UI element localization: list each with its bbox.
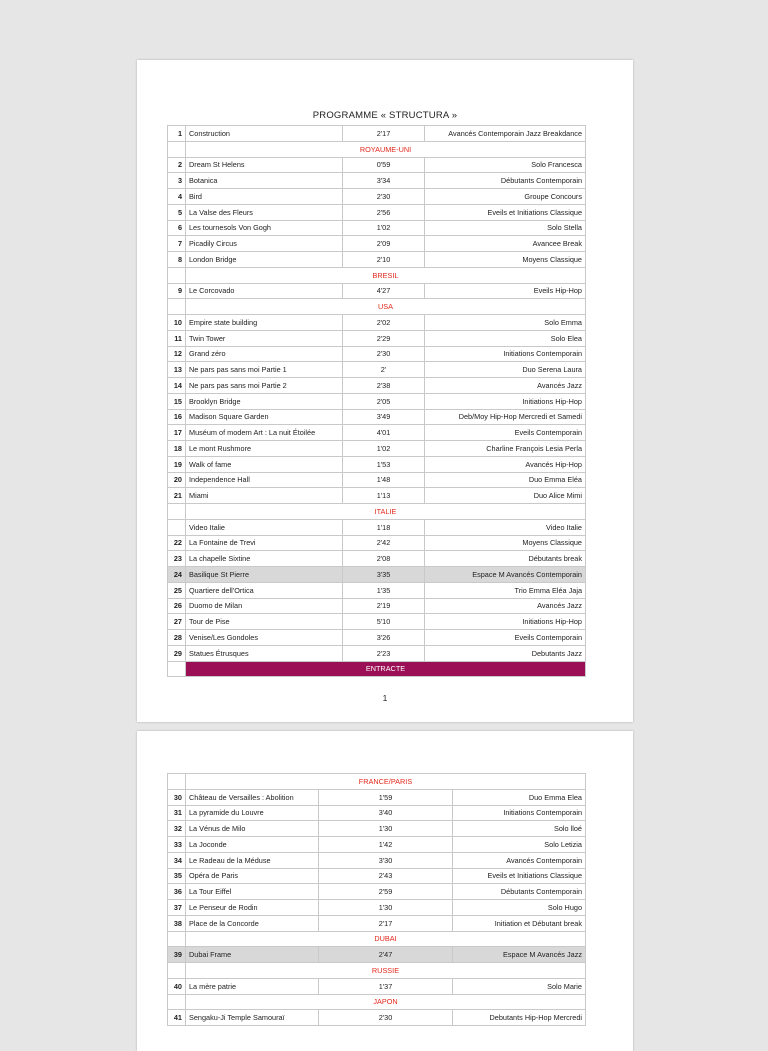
row-number: 20 [168,472,186,488]
program-row [168,488,586,504]
piece-title: Dubai Frame [186,947,319,963]
document-page-2 [137,731,633,1051]
dance-group: Eveils Hip-Hop [425,283,586,299]
piece-title: La Fontaine de Trevi [186,535,343,551]
piece-duration: 5'10 [343,614,425,630]
dance-group: Groupe Concours [425,189,586,205]
piece-duration: 2'23 [343,645,425,661]
row-number: 26 [168,598,186,614]
dance-group: Débutants Contemporain [425,173,586,189]
piece-title: Miami [186,488,343,504]
piece-title: Château de Versailles : Abolition [186,789,319,805]
row-number: 3 [168,173,186,189]
row-number: 28 [168,630,186,646]
piece-title: Sengaku-Ji Temple Samouraï [186,1010,319,1026]
program-row [168,868,586,884]
program-row [168,915,586,931]
dance-group: Duo Emma Elea [452,789,585,805]
piece-duration: 2'10 [343,252,425,268]
row-number: 4 [168,189,186,205]
dance-group: Initiations Contemporain [425,346,586,362]
row-number: 11 [168,330,186,346]
dance-group: Débutants break [425,551,586,567]
piece-title: Empire state building [186,315,343,331]
piece-duration: 1'37 [319,978,452,994]
row-number-empty [168,994,186,1010]
program-table-body [168,126,586,677]
dance-group: Espace M Avancés Contemporain [425,567,586,583]
dance-group: Solo Francesca [425,157,586,173]
row-number: 1 [168,126,186,142]
piece-duration: 2'02 [343,315,425,331]
program-row [168,789,586,805]
row-number-empty [168,963,186,979]
piece-duration: 1'53 [343,456,425,472]
program-row [168,947,586,963]
section-label: FRANCE/PARIS [186,774,586,790]
row-number: 39 [168,947,186,963]
dance-group: Duo Emma Eléa [425,472,586,488]
section-label: ITALIE [186,504,586,520]
row-number-empty [168,299,186,315]
program-row [168,900,586,916]
row-number: 25 [168,582,186,598]
row-number: 33 [168,837,186,853]
program-row [168,220,586,236]
dance-group: Avancés Hip-Hop [425,456,586,472]
row-number-empty [168,931,186,947]
row-number: 17 [168,425,186,441]
row-number: 18 [168,441,186,457]
row-number: 40 [168,978,186,994]
piece-title: La chapelle Sixtine [186,551,343,567]
row-number: 32 [168,821,186,837]
piece-title: La Tour Eiffel [186,884,319,900]
piece-duration: 1'02 [343,441,425,457]
section-label: USA [186,299,586,315]
section-header-row [168,267,586,283]
dance-group: Initiation et Débutant break [452,915,585,931]
section-label: BRESIL [186,267,586,283]
piece-title: Video Italie [186,519,343,535]
section-header-row [168,299,586,315]
piece-title: Dream St Helens [186,157,343,173]
piece-title: Ne pars pas sans moi Partie 2 [186,378,343,394]
piece-title: La mère patrie [186,978,319,994]
piece-title: Les tournesols Von Gogh [186,220,343,236]
page-number: 1 [382,693,388,703]
program-row [168,1010,586,1026]
piece-duration: 1'48 [343,472,425,488]
piece-title: Grand zéro [186,346,343,362]
dance-group: Eveils Contemporain [425,425,586,441]
piece-duration: 1'02 [343,220,425,236]
piece-duration: 2'17 [319,915,452,931]
piece-duration: 2'30 [319,1010,452,1026]
program-row [168,236,586,252]
piece-title: Muséum of modern Art : La nuit Étoilée [186,425,343,441]
piece-duration: 2'05 [343,393,425,409]
dance-group: Debutants Jazz [425,645,586,661]
row-number: 21 [168,488,186,504]
piece-duration: 1'59 [319,789,452,805]
piece-duration: 3'35 [343,567,425,583]
dance-group: Débutants Contemporain [452,884,585,900]
dance-group: Trio Emma Eléa Jaja [425,582,586,598]
piece-duration: 2'42 [343,535,425,551]
program-table-page-2 [167,773,586,1026]
row-number: 15 [168,393,186,409]
piece-duration: 3'49 [343,409,425,425]
program-row [168,173,586,189]
section-label: RUSSIE [186,963,586,979]
piece-title: Duomo de Milan [186,598,343,614]
program-row [168,362,586,378]
row-number: 41 [168,1010,186,1026]
section-header-row [168,994,586,1010]
row-number: 31 [168,805,186,821]
row-number: 10 [168,315,186,331]
dance-group: Moyens Classique [425,535,586,551]
row-number: 12 [168,346,186,362]
section-header-row [168,504,586,520]
piece-duration: 1'13 [343,488,425,504]
piece-duration: 3'26 [343,630,425,646]
piece-title: Quartiere dell'Ortica [186,582,343,598]
piece-duration: 1'30 [319,900,452,916]
piece-title: Le Radeau de la Méduse [186,852,319,868]
row-number: 6 [168,220,186,236]
program-row [168,567,586,583]
document-page-1 [137,60,633,722]
row-number-empty [168,504,186,520]
piece-duration: 2'59 [319,884,452,900]
program-row [168,126,586,142]
program-row [168,535,586,551]
program-row [168,204,586,220]
piece-title: Twin Tower [186,330,343,346]
dance-group: Debutants Hip-Hop Mercredi [452,1010,585,1026]
program-row [168,157,586,173]
section-header-row [168,774,586,790]
piece-duration: 1'18 [343,519,425,535]
program-row [168,425,586,441]
piece-duration: 3'40 [319,805,452,821]
dance-group: Solo lloé [452,821,585,837]
section-header-row [168,963,586,979]
section-label: JAPON [186,994,586,1010]
program-table-body [168,774,586,1026]
dance-group: Eveils Contemporain [425,630,586,646]
row-number: 14 [168,378,186,394]
row-number [168,519,186,535]
piece-duration: 2'47 [319,947,452,963]
dance-group: Avancés Contemporain [452,852,585,868]
entracte-label: ENTRACTE [186,661,586,677]
piece-duration: 1'35 [343,582,425,598]
piece-duration: 3'30 [319,852,452,868]
row-number: 22 [168,535,186,551]
piece-duration: 2'43 [319,868,452,884]
row-number: 16 [168,409,186,425]
program-row [168,598,586,614]
piece-title: Le Penseur de Rodin [186,900,319,916]
row-number: 30 [168,789,186,805]
piece-duration: 2'17 [343,126,425,142]
program-row [168,283,586,299]
row-number: 9 [168,283,186,299]
row-number: 36 [168,884,186,900]
program-row [168,472,586,488]
program-row [168,330,586,346]
piece-duration: 2'09 [343,236,425,252]
piece-title: Bird [186,189,343,205]
program-table-page-1 [167,125,586,677]
dance-group: Solo Letizia [452,837,585,853]
dance-group: Solo Hugo [452,900,585,916]
piece-title: La pyramide du Louvre [186,805,319,821]
row-number: 7 [168,236,186,252]
piece-duration: 2' [343,362,425,378]
piece-title: Venise/Les Gondoles [186,630,343,646]
dance-group: Solo Marie [452,978,585,994]
row-number: 29 [168,645,186,661]
piece-duration: 2'56 [343,204,425,220]
row-number: 24 [168,567,186,583]
program-row [168,315,586,331]
dance-group: Duo Alice Mimi [425,488,586,504]
piece-title: La Joconde [186,837,319,853]
dance-group: Avancee Break [425,236,586,252]
piece-title: Statues Étrusques [186,645,343,661]
piece-title: Ne pars pas sans moi Partie 1 [186,362,343,378]
dance-group: Initiations Hip-Hop [425,614,586,630]
row-number: 23 [168,551,186,567]
piece-title: Walk of fame [186,456,343,472]
dance-group: Deb/Moy Hip-Hop Mercredi et Samedi [425,409,586,425]
piece-title: Madison Square Garden [186,409,343,425]
program-row [168,884,586,900]
dance-group: Video Italie [425,519,586,535]
piece-duration: 4'27 [343,283,425,299]
piece-duration: 2'29 [343,330,425,346]
dance-group: Initiations Hip-Hop [425,393,586,409]
piece-title: Le Corcovado [186,283,343,299]
piece-duration: 2'38 [343,378,425,394]
program-row [168,852,586,868]
piece-duration: 2'08 [343,551,425,567]
dance-group: Solo Elea [425,330,586,346]
dance-group: Eveils et Initiations Classique [425,204,586,220]
dance-group: Avancés Jazz [425,598,586,614]
piece-title: Place de la Concorde [186,915,319,931]
dance-group: Solo Emma [425,315,586,331]
piece-duration: 0'59 [343,157,425,173]
program-row [168,582,586,598]
program-row [168,551,586,567]
row-number: 35 [168,868,186,884]
piece-title: Opéra de Paris [186,868,319,884]
row-number: 38 [168,915,186,931]
row-number: 37 [168,900,186,916]
program-row [168,346,586,362]
piece-duration: 1'30 [319,821,452,837]
section-header-row [168,141,586,157]
program-row [168,614,586,630]
row-number-empty [168,661,186,677]
piece-title: Brooklyn Bridge [186,393,343,409]
dance-group: Avancés Contemporain Jazz Breakdance [425,126,586,142]
section-header-row [168,931,586,947]
dance-group: Solo Stella [425,220,586,236]
document-title: PROGRAMME « STRUCTURA » [312,110,458,121]
program-row [168,393,586,409]
dance-group: Avancés Jazz [425,378,586,394]
piece-title: Construction [186,126,343,142]
piece-duration: 1'42 [319,837,452,853]
entracte-row [168,661,586,677]
row-number: 19 [168,456,186,472]
piece-title: Tour de Pise [186,614,343,630]
program-row [168,821,586,837]
piece-title: Botanica [186,173,343,189]
piece-duration: 4'01 [343,425,425,441]
piece-title: La Valse des Fleurs [186,204,343,220]
piece-title: Picadily Circus [186,236,343,252]
dance-group: Duo Serena Laura [425,362,586,378]
row-number-empty [168,267,186,283]
program-row [168,456,586,472]
row-number: 34 [168,852,186,868]
row-number: 13 [168,362,186,378]
program-row [168,252,586,268]
program-row [168,630,586,646]
row-number: 2 [168,157,186,173]
program-row [168,837,586,853]
row-number: 27 [168,614,186,630]
row-number-empty [168,141,186,157]
dance-group: Initiations Contemporain [452,805,585,821]
piece-title: Basilique St Pierre [186,567,343,583]
program-row [168,805,586,821]
program-row [168,441,586,457]
program-row [168,409,586,425]
row-number-empty [168,774,186,790]
dance-group: Eveils et Initiations Classique [452,868,585,884]
piece-duration: 2'19 [343,598,425,614]
piece-title: La Vénus de Milo [186,821,319,837]
piece-title: Independence Hall [186,472,343,488]
piece-duration: 2'30 [343,189,425,205]
piece-title: Le mont Rushmore [186,441,343,457]
program-row [168,189,586,205]
program-row [168,519,586,535]
piece-duration: 2'30 [343,346,425,362]
program-row [168,645,586,661]
dance-group: Charline François Lesia Perla [425,441,586,457]
piece-title: London Bridge [186,252,343,268]
dance-group: Moyens Classique [425,252,586,268]
row-number: 8 [168,252,186,268]
dance-group: Espace M Avancés Jazz [452,947,585,963]
row-number: 5 [168,204,186,220]
piece-duration: 3'34 [343,173,425,189]
program-row [168,378,586,394]
section-label: DUBAI [186,931,586,947]
program-row [168,978,586,994]
section-label: ROYAUME-UNI [186,141,586,157]
